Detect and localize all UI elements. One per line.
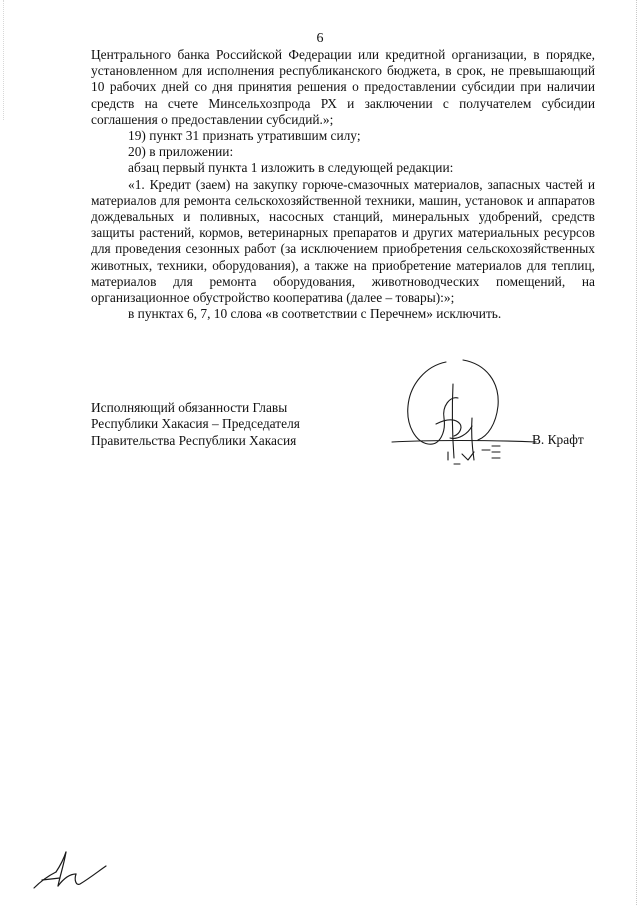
- page-edge-right: [636, 0, 637, 905]
- signatory-position-line-1: Исполняющий обязанности Главы: [91, 400, 288, 415]
- list-item-20: 20) в приложении:: [128, 144, 234, 160]
- list-item-19: 19) пункт 31 признать утратившим силу;: [128, 128, 361, 144]
- paragraph-subsidy-transfer: Центрального банка Российской Федерации или кредитной организации, в порядке, установленном для исполнения республиканского бюджета, в срок, не превышающий 10 рабочих дней со дня принятия решения о предоставлении субсидии при наличии средств на счете Минсельхозпрода РХ и заключении с получателем субсидии соглашения о предоставлении субсидий.»;: [91, 47, 595, 127]
- signatory-position: [91, 400, 300, 449]
- final-instruction: в пунктах 6, 7, 10 слова «в соответствии с Перечнем» исключить.: [128, 306, 502, 322]
- document-body: [91, 47, 595, 322]
- signatory-position-line-2: Республики Хакасия – Председателя: [91, 416, 300, 432]
- page-number: 6: [316, 31, 324, 46]
- signatory-name: В. Крафт: [532, 432, 584, 447]
- handwritten-signature: [388, 356, 538, 471]
- page-edge-left: [3, 0, 4, 120]
- quoted-amendment-text: «1. Кредит (заем) на закупку горюче-смазочных материалов, запасных частей и материалов для ремонта сельскохозяйственной техники, машин, установок и аппаратов дождевальных и поливных, насосных станций, минеральных удобрений, средств защиты растений, кормов, ветеринарных препаратов и других материальных ресурсов для проведения сезонных работ (за исключением приобретения сельскохозяйственных животных, техники, оборудования), а также на приобретение материалов для теплиц, материалов для ремонта оборудования, животноводческих помещений, на организационное обустройство кооператива (далее – товары):»;: [91, 176, 595, 306]
- signatory-position-line-3: Правительства Республики Хакасия: [91, 432, 297, 448]
- amendment-instruction: абзац первый пункта 1 изложить в следующей редакции:: [128, 160, 454, 176]
- handwritten-initials: [30, 848, 110, 894]
